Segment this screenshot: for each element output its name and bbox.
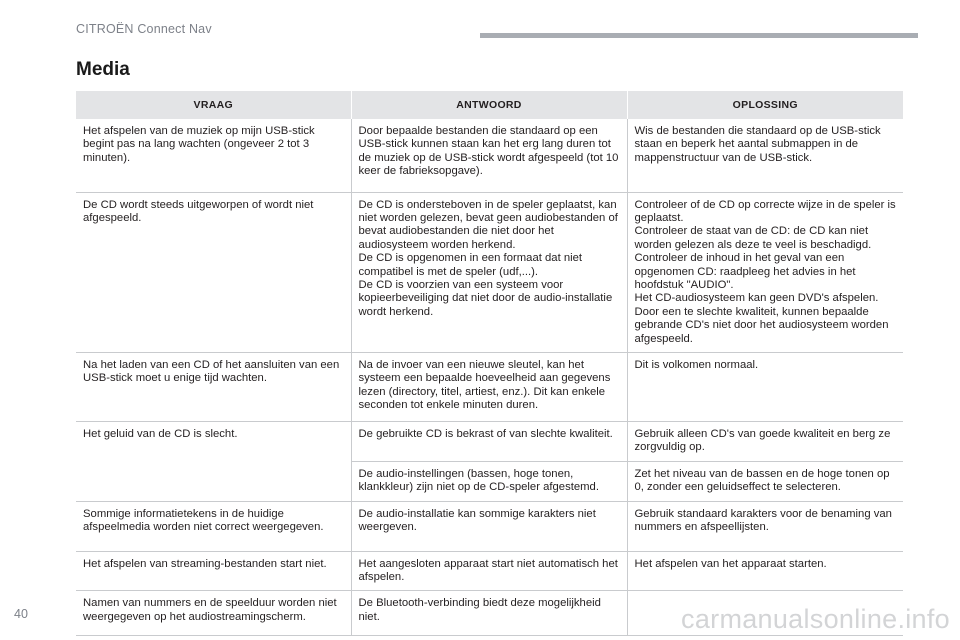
question-cell: Het geluid van de CD is slecht.	[76, 421, 351, 501]
cell-paragraph: De CD is voorzien van een systeem voor kopieerbeveiliging dat niet door de audio-installatie wordt herkend.	[358, 278, 613, 318]
table-row	[76, 352, 903, 421]
table-row	[76, 119, 903, 192]
solution-cell: Wis de bestanden die standaard op de USB-stick staan en beperk het aantal submappen in de mappenstructuur van de USB-stick.	[627, 119, 903, 192]
column-header-solution: OPLOSSING	[627, 91, 903, 119]
solution-cell: Gebruik alleen CD's van goede kwaliteit en berg ze zorgvuldig op.	[627, 421, 903, 461]
question-cell: Het afspelen van de muziek op mijn USB-stick begint pas na lang wachten (ongeveer 2 tot 3 minuten).	[76, 119, 351, 192]
answer-cell: De audio-instellingen (bassen, hoge tonen, klankkleur) zijn niet op de CD-speler afgestemd.	[351, 461, 627, 501]
table-header-row	[76, 91, 903, 119]
answer-cell: Het aangesloten apparaat start niet automatisch het afspelen.	[351, 551, 627, 591]
solution-cell: Zet het niveau van de bassen en de hoge tonen op 0, zonder een geluidseffect te selecteren.	[627, 461, 903, 501]
solution-cell	[627, 192, 903, 352]
answer-cell: De audio-installatie kan sommige karakters niet weergeven.	[351, 501, 627, 551]
question-cell: De CD wordt steeds uitgeworpen of wordt niet afgespeeld.	[76, 192, 351, 352]
table-row	[76, 421, 903, 461]
answer-cell: Door bepaalde bestanden die standaard op een USB-stick kunnen staan kan het erg lang duren tot de muziek op de USB-stick wordt afgespeeld (tot 10 keer de fabrieksopgave).	[351, 119, 627, 192]
answer-cell	[351, 192, 627, 352]
cell-paragraph: Het CD-audiosysteem kan geen DVD's afspelen.	[634, 292, 879, 305]
table-row	[76, 501, 903, 551]
question-cell: Na het laden van een CD of het aansluiten van een USB-stick moet u enige tijd wachten.	[76, 352, 351, 421]
cell-paragraph: Door een te slechte kwaliteit, kunnen bepaalde gebrande CD's niet door het audiosysteem worden afgespeeld.	[634, 305, 889, 345]
question-cell: Sommige informatietekens in de huidige afspeelmedia worden niet correct weergegeven.	[76, 501, 351, 551]
question-cell: Namen van nummers en de speelduur worden niet weergegeven op het audiostreamingscherm.	[76, 591, 351, 636]
answer-cell: De gebruikte CD is bekrast of van slechte kwaliteit.	[351, 421, 627, 461]
header-brand: CITROËN Connect Nav	[76, 22, 212, 36]
cell-paragraph: Controleer de staat van de CD: de CD kan niet worden gelezen als deze te veel is beschadigd.	[634, 225, 872, 251]
header-divider-bar	[480, 33, 918, 38]
column-header-answer: ANTWOORD	[351, 91, 627, 119]
table-row	[76, 551, 903, 591]
solution-cell: Gebruik standaard karakters voor de benaming van nummers en afspeellijsten.	[627, 501, 903, 551]
question-cell: Het afspelen van streaming-bestanden start niet.	[76, 551, 351, 591]
page-number: 40	[14, 607, 28, 621]
cell-paragraph: Controleer of de CD op correcte wijze in de speler is geplaatst.	[634, 198, 896, 224]
table-row	[76, 192, 903, 352]
watermark: carmanualsonline.info	[681, 604, 950, 634]
answer-cell: Na de invoer van een nieuwe sleutel, kan het systeem een bepaalde hoeveelheid aan gegevens lezen (directory, titel, artiest, enz.). Dit kan enkele seconden tot enkele minuten duren.	[351, 352, 627, 421]
faq-table	[76, 91, 903, 636]
cell-paragraph: De CD is ondersteboven in de speler geplaatst, kan niet worden gelezen, bevat geen audiobestanden of bevat audiobestanden die niet door het audiosysteem worden herkend.	[358, 198, 618, 251]
cell-paragraph: Controleer de inhoud in het geval van een opgenomen CD: raadpleeg het advies in het hoofdstuk "AUDIO".	[634, 252, 856, 291]
solution-cell: Dit is volkomen normaal.	[627, 352, 903, 421]
solution-cell: Het afspelen van het apparaat starten.	[627, 551, 903, 591]
answer-cell: De Bluetooth-verbinding biedt deze mogelijkheid niet.	[351, 591, 627, 636]
column-header-question: VRAAG	[76, 91, 351, 119]
section-title: Media	[76, 59, 130, 80]
cell-paragraph: De CD is opgenomen in een formaat dat niet compatibel is met de speler (udf,...).	[358, 252, 583, 278]
